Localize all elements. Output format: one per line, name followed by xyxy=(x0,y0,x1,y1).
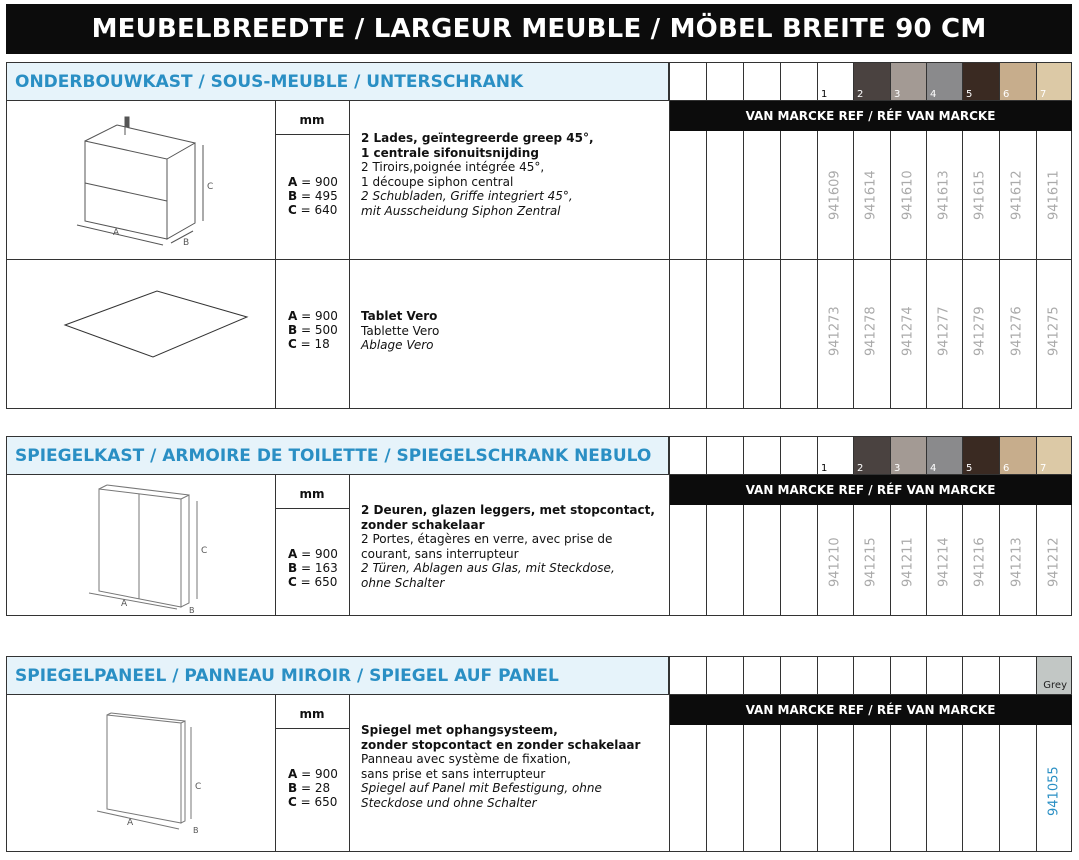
product-description: 2 Deuren, glazen leggers, met stopcontact, zonder schakelaar 2 Portes, étagères en verre, avec prise de courant, sans interrupteur 2 Türen, Ablagen aus Glas, mit Steckdose, ohne Schalter xyxy=(361,503,655,590)
color-swatch-5: 5 xyxy=(962,63,999,101)
ref-code: 941214 xyxy=(936,537,952,587)
section-title: SPIEGELKAST / ARMOIRE DE TOILETTE / SPIEGELSCHRANK NEBULO xyxy=(7,437,669,475)
product-description: Spiegel met ophangsysteem, zonder stopcontact en zonder schakelaar Panneau avec système de fixation, sans prise et sans interrupteur Spiegel auf Panel mit Befestigung, ohne Steckdose und ohne Schalter xyxy=(361,723,641,810)
section-sous-meuble xyxy=(6,62,1072,409)
svg-text:B: B xyxy=(183,238,190,246)
color-swatch-2: 2 xyxy=(853,63,890,101)
svg-text:A: A xyxy=(127,818,134,828)
color-swatch-1: 1 xyxy=(817,63,853,101)
ref-code: 941609 xyxy=(827,170,843,220)
section-spiegelkast xyxy=(6,436,1072,616)
ref-code: 941610 xyxy=(900,170,916,220)
section-title: ONDERBOUWKAST / SOUS-MEUBLE / UNTERSCHRANK xyxy=(7,63,669,101)
svg-text:C: C xyxy=(201,546,208,556)
ref-code: 941274 xyxy=(900,306,916,356)
color-swatch-4: 4 xyxy=(926,437,962,475)
ref-code: 941213 xyxy=(1009,537,1025,587)
ref-code: 941275 xyxy=(1046,306,1062,356)
color-swatch-3: 3 xyxy=(890,63,926,101)
dimensions: A = 900 B = 28 C = 650 xyxy=(288,767,338,809)
ref-code: 941278 xyxy=(863,306,879,356)
ref-code: 941615 xyxy=(972,170,988,220)
ref-code: 941210 xyxy=(827,537,843,587)
color-swatch-4: 4 xyxy=(926,63,962,101)
mirror-cabinet-drawing xyxy=(77,481,237,613)
svg-text:A: A xyxy=(113,228,120,238)
ref-code: 941613 xyxy=(936,170,952,220)
dimensions: A = 900 B = 495 C = 640 xyxy=(288,175,338,217)
cabinet-drawing xyxy=(67,111,237,246)
ref-code: 941273 xyxy=(827,306,843,356)
ref-code: 941055 xyxy=(1046,766,1062,816)
ref-code: 941612 xyxy=(1009,170,1025,220)
mm-label: mm xyxy=(299,113,325,127)
product-description: Tablet Vero Tablette Vero Ablage Vero xyxy=(361,309,440,352)
ref-code: 941212 xyxy=(1046,537,1062,587)
svg-text:B: B xyxy=(189,606,195,613)
product-description: 2 Lades, geïntegreerde greep 45°, 1 centrale sifonuitsnijding 2 Tiroirs,poignée intégrée 45°, 1 découpe siphon central 2 Schubladen, Griffe integriert 45°, mit Ausscheidung Siphon Zentral xyxy=(361,131,594,218)
color-swatch-grey: Grey xyxy=(1036,657,1071,695)
ref-code: 941215 xyxy=(863,537,879,587)
color-swatch-7: 7 xyxy=(1036,437,1071,475)
page-title: MEUBELBREEDTE / LARGEUR MEUBLE / MÖBEL BREITE 90 CM xyxy=(6,4,1072,54)
color-swatch-3: 3 xyxy=(890,437,926,475)
tablet-drawing xyxy=(57,283,257,373)
color-swatch-7: 7 xyxy=(1036,63,1071,101)
svg-text:B: B xyxy=(193,826,199,835)
ref-code: 941211 xyxy=(900,537,916,587)
dimensions: A = 900 B = 163 C = 650 xyxy=(288,547,338,589)
ref-code: 941614 xyxy=(863,170,879,220)
section-title: SPIEGELPANEEL / PANNEAU MIROIR / SPIEGEL AUF PANEL xyxy=(7,657,669,695)
ref-header: VAN MARCKE REF / RÉF VAN MARCKE xyxy=(669,695,1072,725)
ref-code: 941277 xyxy=(936,306,952,356)
mm-label: mm xyxy=(299,487,325,501)
svg-text:A: A xyxy=(121,599,128,609)
mm-label: mm xyxy=(299,707,325,721)
color-swatch-2: 2 xyxy=(853,437,890,475)
ref-code: 941611 xyxy=(1046,170,1062,220)
color-swatch-1: 1 xyxy=(817,437,853,475)
ref-code: 941216 xyxy=(972,537,988,587)
mirror-panel-drawing xyxy=(87,707,237,839)
svg-text:C: C xyxy=(207,182,214,192)
ref-code: 941279 xyxy=(972,306,988,356)
ref-header: VAN MARCKE REF / RÉF VAN MARCKE xyxy=(669,475,1072,505)
svg-text:C: C xyxy=(195,782,202,792)
ref-code: 941276 xyxy=(1009,306,1025,356)
color-swatch-5: 5 xyxy=(962,437,999,475)
color-swatch-6: 6 xyxy=(999,437,1036,475)
dimensions: A = 900 B = 500 C = 18 xyxy=(288,309,338,351)
color-swatch-6: 6 xyxy=(999,63,1036,101)
ref-header: VAN MARCKE REF / RÉF VAN MARCKE xyxy=(669,101,1072,131)
section-spiegelpaneel xyxy=(6,656,1072,852)
